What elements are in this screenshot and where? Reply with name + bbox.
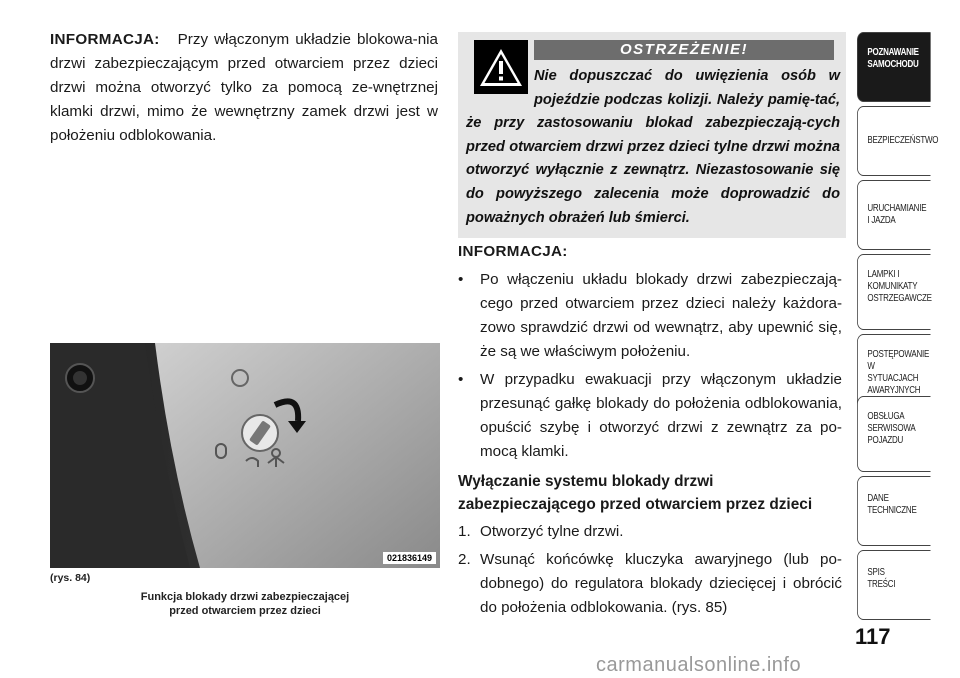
- figure-number: (rys. 84): [50, 572, 91, 584]
- tab-dane-techniczne[interactable]: [857, 476, 931, 546]
- tab-bezpieczenstwo[interactable]: [857, 106, 939, 176]
- tab-label: W SYTUACJACH: [867, 361, 919, 384]
- figure-caption: [50, 590, 440, 618]
- tab-label: OSTRZEGAWCZE: [867, 293, 932, 304]
- step-number: 2.: [458, 551, 471, 568]
- right-info-heading: INFORMACJA:: [458, 243, 568, 260]
- tab-label: POJAZDU: [867, 435, 904, 446]
- tab-label: SAMOCHODU: [867, 59, 919, 70]
- left-info-paragraph: [50, 28, 438, 148]
- figure-caption-line2: przed otwarciem przez dzieci: [169, 605, 321, 617]
- left-info-label: INFORMACJA:: [50, 31, 160, 48]
- warning-title: OSTRZEŻENIE!: [534, 40, 834, 60]
- step-item: [458, 520, 842, 544]
- tab-label: TREŚCI: [867, 579, 896, 590]
- step-text: Wsunąć końcówkę kluczyka awaryjnego (lub po-dobnego) do regulatora blokady dziecięcej i obrócić do położenia odblokowania. (rys. 85): [480, 551, 842, 616]
- step-number: 1.: [458, 523, 471, 540]
- bullet-item: • W przypadku ewakuacji przy włączonym układzie przesunąć gałkę blokady do położenia odblokowania, opuścić szybę i otworzyć drzwi z zewnątrz za po-mocą klamki.: [458, 371, 842, 460]
- step-text: Otworzyć tylne drzwi.: [480, 523, 624, 540]
- right-column: [458, 240, 842, 620]
- bullet-item: • Po włączeniu układu blokady drzwi zabezpieczają-cego przed otwarciem przez dzieci należy każdora-zowo sprawdzić drzwi od wewnątrz, aby upewnić się, że są we właściwym położeniu.: [458, 271, 842, 360]
- tab-label: LAMPKI I: [867, 269, 900, 280]
- bullet-text: Po włączeniu układu blokady drzwi zabezpieczają-cego przed otwarciem przez dzieci należy każdora-zowo sprawdzić drzwi od wewnątrz, aby upewnić się, że są we właściwym położeniu.: [480, 271, 842, 360]
- section-title: Wyłączanie systemu blokady drzwi zabezpieczającego przed otwarciem przez dzieci: [458, 473, 813, 513]
- tab-label: OBSŁUGA: [867, 411, 905, 422]
- warning-box: [458, 32, 846, 238]
- step-item: [458, 548, 842, 620]
- tab-label: URUCHAMIANIE: [867, 203, 927, 214]
- tab-label: BEZPIECZEŃSTWO: [867, 135, 939, 146]
- tab-poznawanie-samochodu[interactable]: [857, 32, 931, 102]
- tab-uruchamianie-i-jazda[interactable]: [857, 180, 931, 250]
- tab-label: KOMUNIKATY: [867, 281, 918, 292]
- bullet-text: W przypadku ewakuacji przy włączonym układzie przesunąć gałkę blokady do położenia odblokowania, opuścić szybę i otworzyć drzwi z zewnątrz za po-mocą klamki.: [480, 371, 842, 460]
- tab-label: SERWISOWA: [867, 423, 916, 434]
- tab-label: POSTĘPOWANIE: [867, 349, 930, 360]
- tab-label: DANE: [867, 493, 889, 504]
- tab-obsluga-serwisowa[interactable]: [857, 396, 931, 472]
- tab-label: SPIS: [867, 567, 885, 578]
- tab-label: TECHNICZNE: [867, 505, 917, 516]
- warning-text: [466, 65, 840, 230]
- tab-label: AWARYJNYCH: [867, 385, 921, 396]
- tab-label: I JAZDA: [867, 215, 896, 226]
- child-lock-photo: [50, 343, 440, 568]
- figure-caption-line1: Funkcja blokady drzwi zabezpieczającej: [140, 591, 350, 603]
- page-number: 117: [855, 624, 891, 649]
- left-info-text: Przy włączonym układzie blokowa-nia drzwi zabezpieczającym przed otwarciem przez dzieci drzwi można otworzyć tylko za pomocą ze-wnętrznej klamki drzwi, mimo że wewnętrzny zamek drzwi jest w położeniu odblokowania.: [50, 31, 438, 144]
- tab-spis-tresci[interactable]: [857, 550, 931, 620]
- watermark: carmanualsonline.info: [596, 654, 802, 676]
- tab-label: POZNAWANIE: [867, 47, 919, 58]
- tab-lampki-i-komunikaty[interactable]: [857, 254, 931, 330]
- figure-id: 021836149: [383, 552, 436, 564]
- warning-body: Nie dopuszczać do uwięzienia osób w pojeździe podczas kolizji. Należy pamię-tać, że przy zastosowaniu blokad zabezpieczają-cych przed otwarciem drzwi przez dzieci tylne drzwi można otworzyć wyłącznie z zewnątrz. Niezastosowanie się do powyższego zalecenia może doprowadzić do poważnych obrażeń lub śmierci.: [466, 68, 840, 226]
